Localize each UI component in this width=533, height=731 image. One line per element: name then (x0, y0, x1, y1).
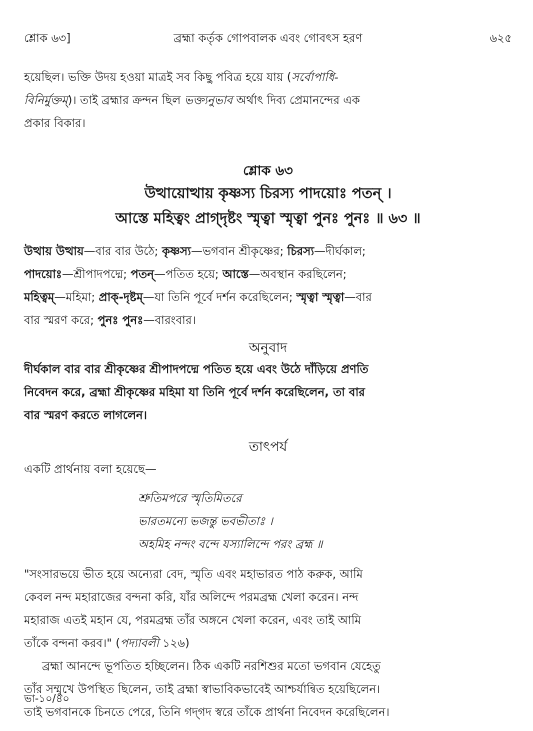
translation-text: দীর্ঘকাল বার বার শ্রীকৃষ্ণের শ্রীপাদপদ্মে পতিত হয়ে এবং উঠে দাঁড়িয়ে প্রণতি নিবেদন করে, ব্রহ্মা শ্রীকৃষ্ণের মহিমা যা তিনি পূর্বে দর্শন করেছিলেন, তা বার বার স্মরণ করতে লাগলেন। (24, 362, 369, 422)
verse-line-2: আস্তে মহিত্বং প্রাগ্‌দৃষ্টং স্মৃত্বা স্মৃত্বা পুনঃ পুনঃ ॥ ৬৩ ॥ (115, 211, 421, 227)
verse-line-1: উত্থায়োত্থায় কৃষ্ণস্য চিরস্য পাদয়োঃ পতন্ । (144, 186, 392, 202)
purport-title: তাৎপর্য (248, 439, 288, 455)
header-chapter-title: ব্রহ্মা কর্তৃক গোপবালক এবং গোবৎস হরণ (173, 31, 363, 45)
translation-title: অনুবাদ (248, 340, 288, 356)
page-footer: ভা-১০/৪০ (24, 693, 70, 705)
purport-paragraph-2: ব্রহ্মা আনন্দে ভূপতিত হচ্ছিলেন। ঠিক একটি নরশিশুর মতো ভগবান যেহেতু তাঁর সম্মুখে উপস্থিত ছিলেন, তাই ব্রহ্মা স্বাভাবিকভাবেই আশ্চর্যান্বিত হয়েছিলেন। তাই ভগবানকে চিনতে পেরে, তিনি গদ্‌গদ স্বরে তাঁকে প্রার্থনা নিবেদন করেছিলেন। (24, 659, 390, 719)
page-number: ৬২৫ (489, 31, 512, 45)
synonyms: উত্থায় উত্থায়—বার বার উঠে; কৃষ্ণস্য—ভগবান শ্রীকৃষ্ণের; চিরস্য—দীর্ঘকাল; পাদয়োঃ—শ্রীপাদপদ্মে; পতন্—পতিত হয়ে; আস্তে—অবস্থান করছিলেন; মহিত্বম্—মহিমা; প্রাক্-দৃষ্টম্—যা তিনি পূর্বে দর্শন করেছিলেন; স্মৃত্বা স্মৃত্বা—বার বার স্মরণ করে; পুনঃ পুনঃ—বারংবার। (24, 244, 372, 327)
purport-lead: একটি প্রার্থনায় বলা হয়েছে— (24, 462, 157, 476)
intro-paragraph: হয়েছিল। ভক্তি উদয় হওয়া মাত্রই সব কিছু পবিত্র হয়ে যায় (সর্বোপাধি- বিনির্মুক্তম্)। তাই ব্রহ্মার ক্রন্দন ছিল ভক্ত্যনুভাব অর্থাৎ দিব্য প্রেমানন্দের এক প্রকার বিকার। (24, 70, 360, 130)
purport-paragraph-1: "সংসারভয়ে ভীত হয়ে অন্যেরা বেদ, স্মৃতি এবং মহাভারত পাঠ করুক, আমি কেবল নন্দ মহারাজের বন্দনা করি, যাঁর অলিন্দে পরমব্রহ্ম খেলা করেন। নন্দ মহারাজ এতই মহান যে, পরমব্রহ্ম তাঁর অঙ্গনে খেলা করেন, এবং তাই আমি তাঁকে বন্দনা করব।" (পদ্যাবলী ১২৬) (24, 567, 363, 650)
quoted-verse: শ্রুতিমপরে স্মৃতিমিতরে ভারতমন্যে ভজন্তু ভবভীতাঃ । অহমিহ নন্দং বন্দে যস্যালিন্দে পরং ব্রহ্ম ॥ (138, 491, 323, 551)
header-verse-ref: শ্লোক ৬৩] (24, 31, 71, 45)
verse-title: শ্লোক ৬৩ (243, 163, 293, 179)
running-header (24, 30, 512, 50)
